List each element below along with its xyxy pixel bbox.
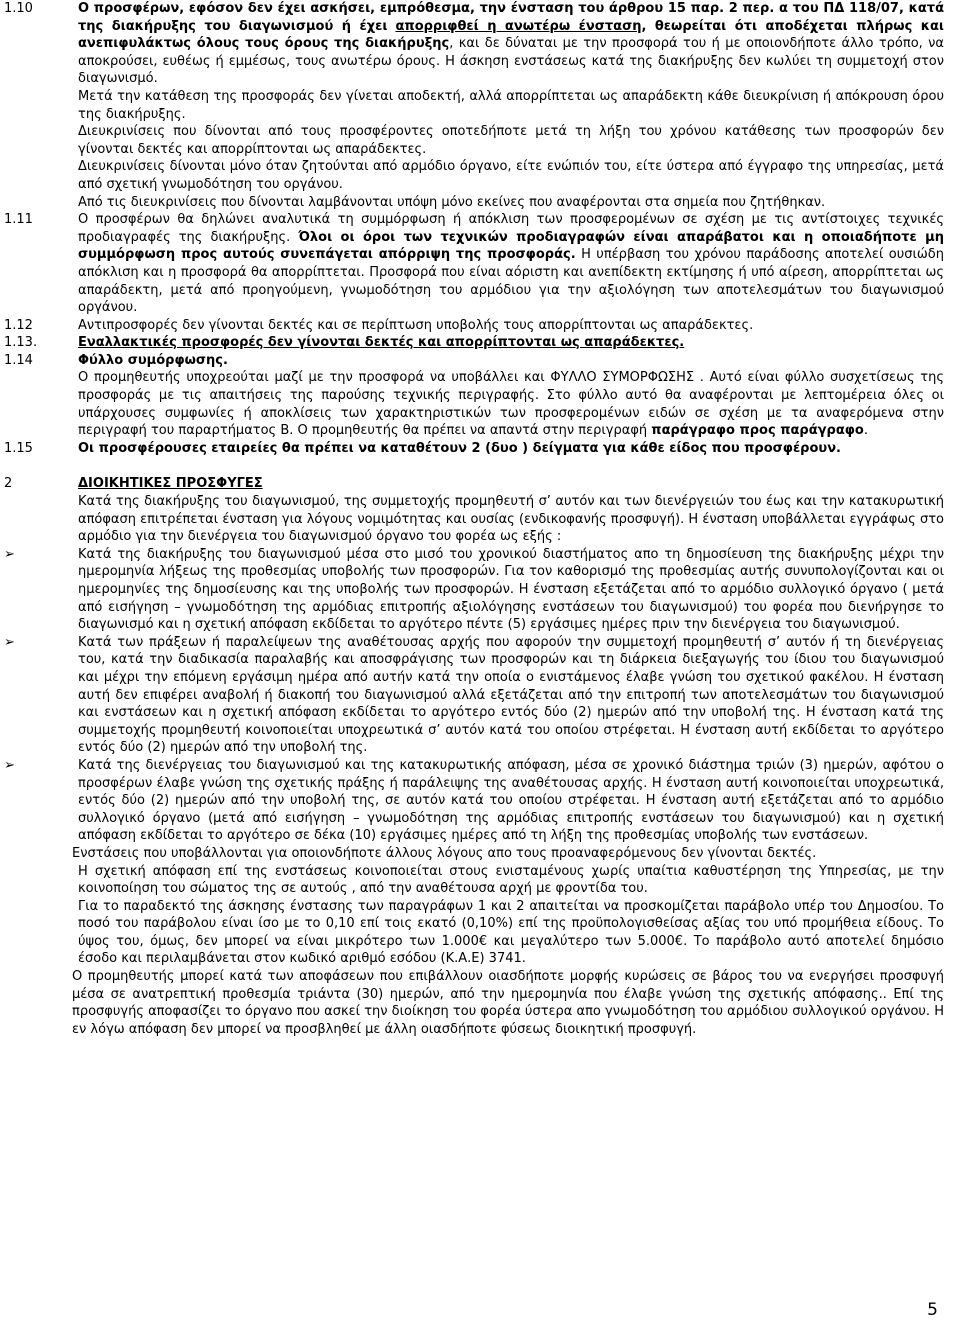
section-1-14-title	[78, 352, 944, 370]
section-number: 1.12	[4, 317, 33, 333]
body-text: , και δε δύναται με την προσφορά του ή με οποιονδήποτε άλλο τρόπο, να αποκρούσει, ευθέως ή εμμέσως, τους ανωτέρω όρους. Η άσκηση ενστάσεως κατά της διακήρυξης δεν κωλύει τη συμμετοχή στον διαγωνισμό.	[78, 36, 944, 87]
section-number: 1.11	[4, 212, 33, 228]
section-number: 1.10	[4, 1, 33, 16]
section-number: 1.14	[4, 352, 33, 368]
section-number: 1.15	[4, 440, 33, 456]
bullet-text: Κατά των πράξεων ή παραλείψεων της αναθέτουσας αρχής που αφορούν την συμμετοχή προμηθευτή σ’ αυτόν ή τη διενέργειας του, κατά την διαδικασία παραλαβής και αποσφράγισης των προσφορών και τη διάρκεια διεξαγωγής του ίδιου του διαγωνισμού και μέχρι την επόμενη εργάσιμη ημέρα από αυτήν κατά την οποία ο ενιστάμενος έλαβε γνώση του σχετικού φακέλου. Η ένσταση αυτή δεν επιφέρει αναβολή ή διακοπή του διαγωνισμού αλλά εξετάζεται από την επιτροπή των αποτελεσμάτων του διαγωνισμού και ενστάσεων και η σχετική απόφαση εκδίδεται το αργότερο εντός δύο (2) ημερών από την υποβολή της. Η ένσταση κατά της συμμετοχής προμηθευτή κοινοποιείται υποχρεωτικά σ’ αυτόν κατά του οποίου στρέφεται. Η ένσταση αυτή εκδίδεται το αργότερο εντός δύο (2) ημερών από την υποβολή της.	[78, 634, 944, 756]
section-number: 1.13.	[4, 335, 38, 351]
section-2-title	[78, 475, 944, 493]
bold-text: παράγραφο προς παράγραφο	[651, 423, 864, 439]
paragraph: Για το παραδεκτό της άσκησης ένστασης των παραγράφων 1 και 2 απαιτείται να προσκομίζεται παράβολο υπέρ του Δημοσίου. Το ποσό του παράβολου είναι ίσο με το 0,10 επί τοις εκατό (0,10%) επί της προϋπολογισθείσας αξίας του υπό προμήθεια είδους. Το ύψος του, όμως, δεν μπορεί να είναι μικρότερο των 1.000€ και μεγαλύτερο των 5.000€. Το παράβολο αυτό αποτελεί δημόσιο έσοδο και περιλαμβάνεται στον κωδικό αριθμό εσόδου (Κ.Α.Ε) 3741.	[78, 898, 944, 967]
body-text: Η υπέρβαση του χρόνου παράδοσης αποτελεί ουσιώδη απόκλιση και η προσφορά θα απορρίπτεται. Προσφορά που είναι αόριστη και ανεπίδεκτη εκτίμησης ή υπό αίρεση, απορρίπτεται ως απαράδεκτη, μετά από προηγούμενη, γνωμοδότηση του αρμόδιου για την αξιολόγηση των αποτελεσμάτων του διαγωνισμού οργάνου.	[78, 247, 944, 316]
bold-text: , θεωρείται ότι αποδέχεται πλήρως και ανεπιφυλάκτως όλους τους όρους της διακήρυξης	[78, 18, 944, 52]
underlined-bold-text: απορριφθεί η ανωτέρω ένσταση	[395, 18, 642, 34]
body-text: Ο προμηθευτής υποχρεούται μαζί με την προσφορά να υποβάλλει και ΦΥΛΛΟ ΣΥΜΟΡΦΩΣΗΣ . Αυτό είναι φύλλο συσχετίσεως της προσφοράς με τις απαιτήσεις της παρούσης τεχνικής περιγραφής. Στο φύλλο αυτό θα αναφέρονται με λεπτομέρεια όλες οι υπάρχουσες συμφωνίες ή αποκλίσεις των χαρακτηριστικών των προσφερομένων ειδών σε σχέση με τα αναφερόμενα στην περιγραφή του παραρτήματος Β. Ο προμηθευτής θα πρέπει να απαντά στην περιγραφή	[78, 370, 944, 439]
section-2	[0, 475, 960, 493]
spacer	[0, 457, 960, 475]
paragraph: Διευκρινίσεις που δίνονται από τους προσφέροντες οποτεδήποτε μετά τη λήξη του χρόνου κατάθεσης των προσφορών δεν γίνονται δεκτές και απορρίπτονται ως απαράδεκτες.	[78, 124, 944, 157]
section-1-13-text	[78, 334, 944, 352]
paragraph: Διευκρινίσεις δίνονται μόνο όταν ζητούνται από αρμόδιο όργανο, είτε ενώπιόν του, είτε ύστερα από έγγραφο της υπηρεσίας, μετά από σχετική γνωμοδότηση του οργάνου.	[78, 159, 944, 192]
body-text: .	[863, 423, 868, 439]
bullet-item	[0, 634, 960, 757]
paragraph: Ενστάσεις που υποβάλλονται για οποιονδήποτε άλλους λόγους απο τους προαναφερόμενους δεν γίνονται δεκτές.	[72, 845, 817, 861]
section-1-15	[0, 440, 960, 458]
paragraph: Από τις διευκρινίσεις που δίνονται λαμβάνονται υπόψη μόνο εκείνες που αναφέρονται στα σημεία που ζητήθηκαν.	[78, 194, 826, 210]
bullet-text: Κατά της διακήρυξης του διαγωνισμού μέσα στο μισό του χρονικού διαστήματος απο τη δημοσίευση της διακήρυξης μέχρι την ημερομηνία λήξεως της προθεσμίας υποβολής των προσφορών. Για τον καθορισμό της προθεσμίας αυτής συνυπολογίζονται και οι ημερομηνίες της δημοσίευσης και της υποβολής των προσφορών. Η ένσταση εξετάζεται από το αρμόδιο συλλογικό όργανο ( μετά από εισήγηση – γνωμοδότηση της αρμόδιας επιτροπής αξιολόγησης ενστάσεων του διαγωνισμού) του φορέα που διενήργησε το διαγωνισμό και η σχετική απόφαση εκδίδεται το αργότερο πέντε (5) εργάσιμες ημέρες πριν την διενέργεια του διαγωνισμού.	[78, 546, 944, 633]
section-1-10	[0, 0, 960, 88]
section-1-14	[0, 352, 960, 370]
underlined-bold-text: Εναλλακτικές προσφορές δεν γίνονται δεκτές και απορρίπτονται ως απαράδεκτες.	[78, 335, 685, 351]
section-1-12	[0, 317, 960, 335]
section-1-10-text	[78, 0, 944, 88]
bullet-item	[0, 757, 960, 845]
paragraph: Ο προμηθευτής μπορεί κατά των αποφάσεων που επιβάλλουν οιασδήποτε μορφής κυρώσεις σε βάρος του να ενεργήσει προσφυγή μέσα σε ανατρεπτική προθεσμία τριάντα (30) ημερών, από την ημερομηνία που έλαβε γνώση της σχετικής απόφασης.. Επί της προσφυγής αποφασίζει το όργανο που ασκεί την διοίκηση του φορέα ύστερα απο γνωμοδότηση του αρμόδιου συλλογικού οργάνου. Η εν λόγω απόφαση δεν μπορεί να προσβληθεί με άλλη οιασδήποτε φύσεως διοικητική προσφυγή.	[72, 969, 944, 1037]
section-title: Φύλλο συμόρφωσης.	[78, 352, 228, 368]
bold-text: Ο προσφέρων, εφόσον δεν έχει ασκήσει, εμπρόθεσμα, την ένσταση του άρθρου 15 παρ. 2 περ. α του ΠΔ 118/07, κατά της διακήρυξης του διαγωνισμού ή έχει	[78, 1, 944, 34]
paragraph: Κατά της διακήρυξης του διαγωνισμού, της συμμετοχής προμηθευτή σ’ αυτόν και των διενέργειών του έως και την κατακυρωτική απόφαση επιτρέπεται ένσταση για λόγους νομιμότητας και ουσίας (ενδικοφανής προσφυγή). Η ένσταση υποβάλλεται εγγράφως στο αρμόδιο για την διενέργεια του διαγωνισμού όργανο του φορέα ως εξής :	[78, 494, 944, 545]
arrow-bullet-icon: ➢	[4, 634, 15, 650]
section-1-11	[0, 211, 960, 317]
section-1-13	[0, 334, 960, 352]
section-1-12-text: Αντιπροσφορές δεν γίνονται δεκτές και σε περίπτωση υποβολής τους απορρίπτονται ως απαράδεκτες.	[78, 317, 754, 333]
body-text: Ο προσφέρων θα δηλώνει αναλυτικά τη συμμόρφωση ή απόκλιση των προσφερομένων σε σχέση με τις αντίστοιχες τεχνικές προδιαγραφές της διακήρυξης.	[78, 212, 944, 245]
paragraph	[78, 369, 944, 439]
section-title: ΔΙΟΙΚΗΤΙΚΕΣ ΠΡΟΣΦΥΓΕΣ	[78, 476, 263, 492]
arrow-bullet-icon: ➢	[4, 757, 15, 773]
section-number: 2	[4, 476, 13, 492]
bold-text: Όλοι οι όροι των τεχνικών προδιαγραφών είναι απαράβατοι και η οποιαδήποτε μη συμμόρφωση προς αυτούς συνεπάγεται απόρριψη της προσφοράς.	[78, 229, 944, 263]
section-1-11-text	[78, 211, 944, 317]
section-1-15-text	[78, 440, 944, 458]
arrow-bullet-icon: ➢	[4, 546, 15, 562]
paragraph: Μετά την κατάθεση της προσφοράς δεν γίνεται αποδεκτή, αλλά απορρίπτεται ως απαράδεκτη κάθε διευκρίνιση ή απόκρουση όρου της διακήρυξης.	[78, 88, 944, 122]
paragraph: Η σχετική απόφαση επί της ενστάσεως κοινοποιείται στους ενισταμένους χωρίς υπαίτια καθυστέρηση της Υπηρεσίας, με την κοινοποίηση του σώματος της σε αυτούς , από την αναθέτουσα αρχή με φροντίδα του.	[78, 863, 944, 897]
bold-text: Οι προσφέρουσες εταιρείες θα πρέπει να καταθέτουν 2 (δυο ) δείγματα για κάθε είδος που προσφέρουν.	[78, 440, 841, 456]
bullet-item	[0, 546, 960, 634]
page-number: 5	[927, 1300, 938, 1320]
bullet-text: Κατά της διενέργειας του διαγωνισμού και της κατακυρωτικής απόφαση, μέσα σε χρονικό διάστημα τριών (3) ημερών, αφότου ο προσφέρων έλαβε γνώση της σχετικής πράξης ή παράλειψης της αναθέτουσας αρχής. Η ένσταση αυτή κοινοποιείται υποχρεωτικά, εντός δύο (2) ημερών από την υποβολή της, σε αυτόν κατά του οποίου στρέφεται. Η ένσταση αυτή εξετάζεται από το αρμόδιο συλλογικό όργανο (μετά από εισήγηση – γνωμοδότηση της αρμόδιας επιτροπής ενστάσεων του διαγωνισμού) και η σχετική απόφαση εκδίδεται το αργότερο σε δέκα (10) εργάσιμες ημέρες από τη λήξη της προθεσμίας υποβολής των ενστάσεων.	[78, 757, 944, 844]
